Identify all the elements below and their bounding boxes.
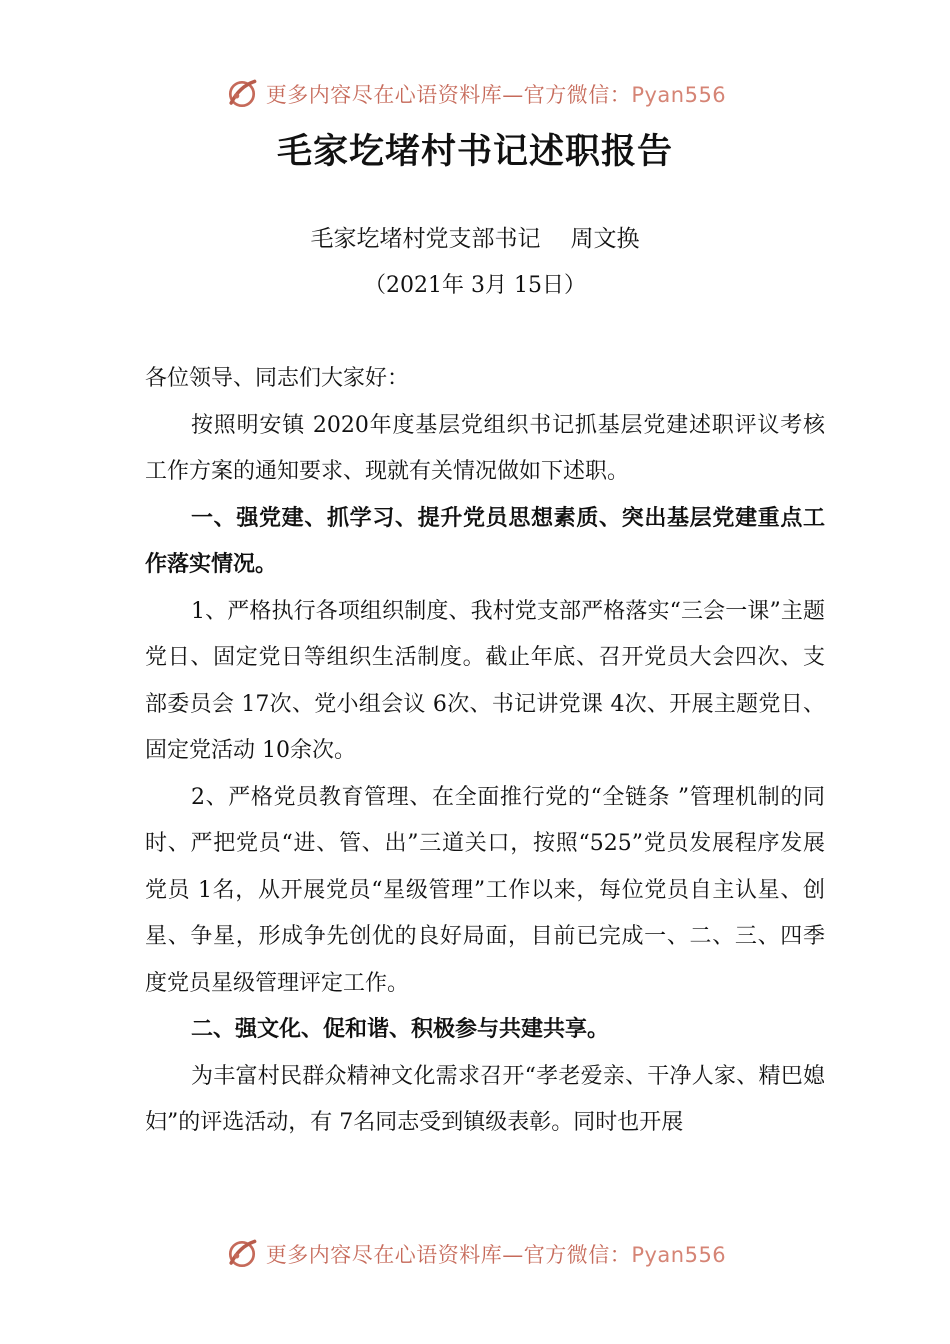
author-line [0, 221, 950, 257]
document-body [145, 356, 825, 1147]
paragraph: 为丰富村民群众精神文化需求召开“孝老爱亲、干净人家、精巴媳妇”的评选活动，有 7名同志受到镇级表彰。同时也开展 [145, 1063, 825, 1135]
author-role: 毛家圪堵村党支部书记 [310, 226, 541, 252]
report-date: （2021年 3月 15日） [364, 273, 586, 298]
paragraph: 按照明安镇 2020年度基层党组织书记抓基层党建述职评议考核工作方案的通知要求、现就有关情况做如下述职。 [145, 412, 825, 484]
greeting: 各位领导、同志们大家好： [145, 366, 410, 391]
watermark-footer [0, 1234, 950, 1274]
author-name: 周文换 [570, 226, 640, 252]
watermark-header [0, 74, 950, 114]
watermark-text: 更多内容尽在心语资料库—官方微信：Pyan556 [265, 83, 727, 107]
paragraph: 2、严格党员教育管理、在全面推行党的“全链条 ”管理机制的同时、严把党员“进、管、出”三道关口，按照“525”党员发展程序发展党员 1名，从开展党员“星级管理”工作以来，每位党员自主认星、创星、争星，形成争先创优的良好局面，目前已完成一、二、三、四季度党员星级管理评定工作。 [145, 784, 825, 996]
brush-logo-icon [224, 76, 260, 112]
paragraph: 1、严格执行各项组织制度、我村党支部严格落实“三会一课”主题党日、固定党日等组织生活制度。截止年底、召开党员大会四次、支部委员会 17次、党小组会议 6次、书记讲党课 4次、开展主题党日、固定党活动 10余次。 [145, 598, 825, 763]
section-heading: 二、强文化、促和谐、积极参与共建共享。 [191, 1017, 610, 1042]
section-heading: 一、强党建、抓学习、提升党员思想素质、突出基层党建重点工作落实情况。 [145, 505, 825, 577]
brush-logo-icon [224, 1236, 260, 1272]
document-title: 毛家圪堵村书记述职报告 [276, 132, 673, 172]
watermark-text: 更多内容尽在心语资料库—官方微信：Pyan556 [265, 1243, 727, 1267]
